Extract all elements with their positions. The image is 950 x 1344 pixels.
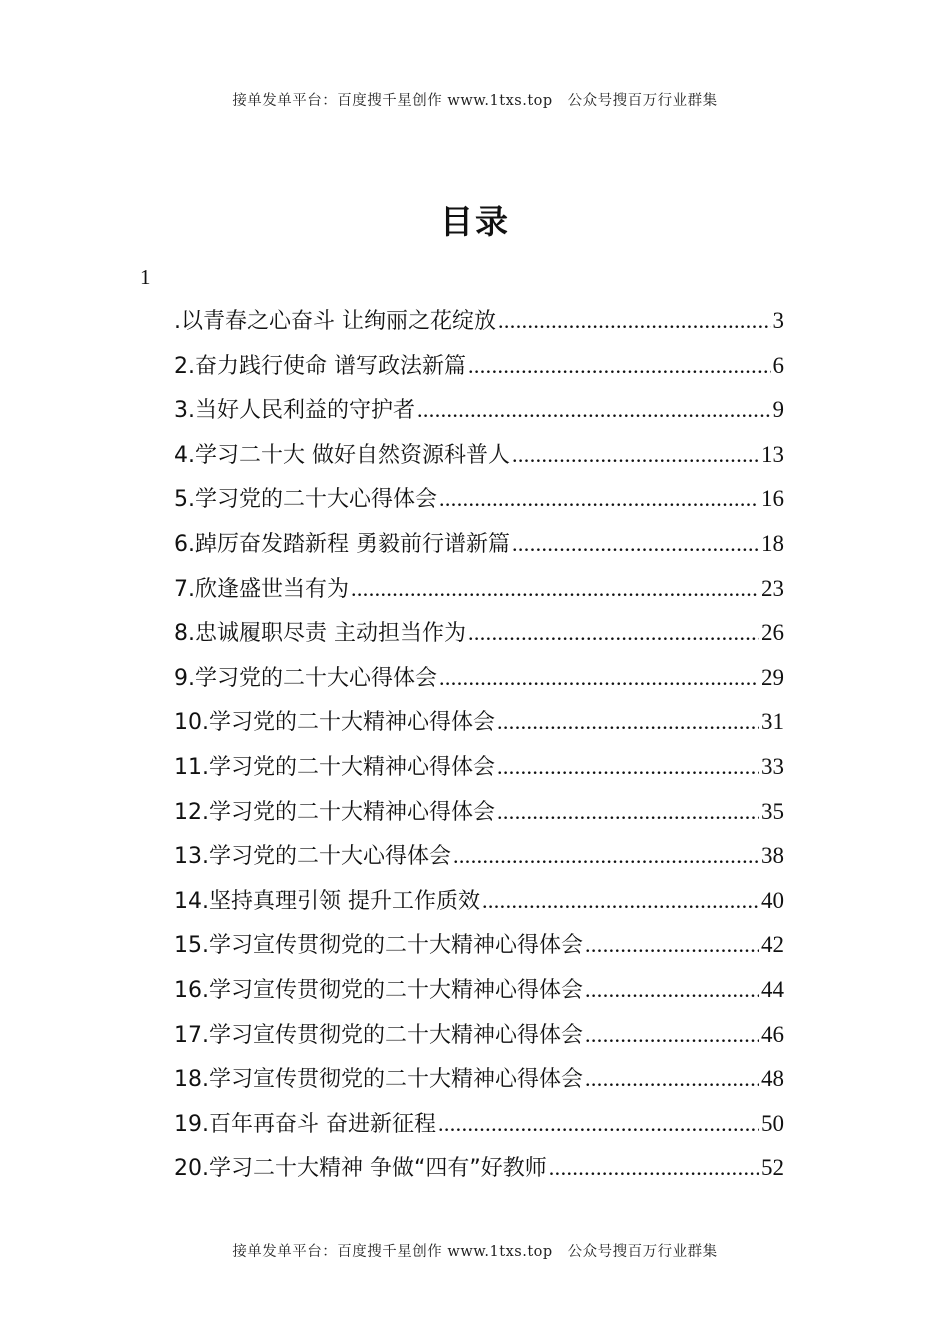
toc-entry-title: 6.踔厉奋发踏新程 勇毅前行谱新篇: [174, 531, 510, 557]
toc-entry-page: 23: [761, 575, 784, 601]
toc-dot-leader: [585, 1022, 759, 1048]
toc-dot-leader: [585, 977, 759, 1003]
toc-entry-page: 44: [761, 976, 784, 1002]
toc-entry-title: 17.学习宣传贯彻党的二十大精神心得体会: [174, 1022, 583, 1048]
toc-entry-title: 16.学习宣传贯彻党的二十大精神心得体会: [174, 977, 583, 1003]
toc-entry[interactable]: [174, 705, 784, 750]
toc-entry[interactable]: [174, 661, 784, 706]
toc-entry-page: 35: [761, 798, 784, 824]
toc-entry-page: 33: [761, 753, 784, 779]
toc-entry[interactable]: [174, 839, 784, 884]
toc-dot-leader: [468, 353, 771, 379]
toc-entry[interactable]: [174, 438, 784, 483]
toc-dot-leader: [417, 397, 771, 423]
toc-entry[interactable]: [174, 393, 784, 438]
toc-entry[interactable]: [174, 482, 784, 527]
toc-entry-title: 11.学习党的二十大精神心得体会: [174, 754, 495, 780]
toc-entry-title: 3.当好人民利益的守护者: [174, 398, 415, 424]
toc-dot-leader: [549, 1155, 759, 1181]
toc-dot-leader: [497, 709, 759, 735]
footer-note: 接单发单平台：百度搜千星创作 www.1txs.top 公众号搜百万行业群集: [232, 1244, 718, 1260]
toc-entry-title: 2.奋力践行使命 谱写政法新篇: [174, 353, 466, 379]
toc-dot-leader: [497, 799, 759, 825]
toc-entry-page: 40: [761, 887, 784, 913]
toc-entry-title: 13.学习党的二十大心得体会: [174, 844, 451, 870]
toc-dot-leader: [585, 932, 759, 958]
toc-entry[interactable]: [174, 1107, 784, 1152]
toc-entry-page: 13: [761, 441, 784, 467]
toc-entry-title: 19.百年再奋斗 奋进新征程: [174, 1111, 436, 1137]
toc-entry[interactable]: [174, 1151, 784, 1196]
toc-entry[interactable]: [174, 928, 784, 973]
toc-entry-title: 9.学习党的二十大心得体会: [174, 665, 437, 691]
toc-entry-page: 42: [761, 932, 784, 958]
toc-entry[interactable]: [174, 304, 784, 349]
toc-dot-leader: [468, 620, 759, 646]
toc-entry-page: 38: [761, 843, 784, 869]
toc-entry-page: 50: [761, 1110, 784, 1136]
toc-entry-title: 15.学习宣传贯彻党的二十大精神心得体会: [174, 933, 583, 959]
toc-dot-leader: [438, 1111, 759, 1137]
toc-entry[interactable]: [174, 527, 784, 572]
toc-entry-page: 52: [761, 1155, 784, 1181]
toc-dot-leader: [512, 442, 759, 468]
toc-entry[interactable]: [174, 884, 784, 929]
toc-entry-title: 18.学习宣传贯彻党的二十大精神心得体会: [174, 1067, 583, 1093]
toc-entry-title: 4.学习二十大 做好自然资源科普人: [174, 442, 510, 468]
toc-entry[interactable]: [174, 750, 784, 795]
header-note: 接单发单平台：百度搜千星创作 www.1txs.top 公众号搜百万行业群集: [232, 93, 718, 109]
toc-entry-page: 9: [772, 397, 784, 423]
toc-dot-leader: [453, 843, 759, 869]
toc-entry-page: 46: [761, 1021, 784, 1047]
toc-dot-leader: [498, 308, 771, 334]
toc-dot-leader: [482, 888, 759, 914]
toc-entry[interactable]: [174, 349, 784, 394]
toc-entry-page: 3: [772, 308, 784, 333]
toc-entry-title: .以青春之心奋斗 让绚丽之花绽放: [174, 309, 496, 334]
toc-entry-page: 29: [761, 664, 784, 690]
table-of-contents: [174, 304, 784, 1196]
toc-entry-page: 6: [772, 352, 784, 378]
toc-entry[interactable]: [174, 973, 784, 1018]
toc-dot-leader: [351, 576, 759, 602]
toc-entry[interactable]: [174, 795, 784, 840]
toc-dot-leader: [439, 486, 759, 512]
toc-entry-title: 20.学习二十大精神 争做“四有”好教师: [174, 1156, 547, 1182]
toc-entry[interactable]: [174, 1018, 784, 1063]
toc-entry-page: 48: [761, 1066, 784, 1092]
toc-entry-title: 12.学习党的二十大精神心得体会: [174, 799, 495, 825]
toc-entry-title: 10.学习党的二十大精神心得体会: [174, 710, 495, 736]
toc-entry-page: 16: [761, 486, 784, 512]
toc-entry[interactable]: [174, 1062, 784, 1107]
toc-dot-leader: [439, 665, 759, 691]
toc-entry-title: 5.学习党的二十大心得体会: [174, 487, 437, 513]
toc-entry-page: 31: [761, 709, 784, 735]
toc-entry-title: 7.欣逢盛世当有为: [174, 576, 349, 602]
section-marker: 1: [140, 265, 151, 289]
toc-entry-title: 14.坚持真理引领 提升工作质效: [174, 888, 480, 914]
toc-dot-leader: [512, 531, 759, 557]
toc-entry-page: 18: [761, 530, 784, 556]
page-title: 目录: [440, 202, 510, 241]
toc-dot-leader: [497, 754, 759, 780]
toc-dot-leader: [585, 1066, 759, 1092]
toc-entry[interactable]: [174, 572, 784, 617]
toc-entry-title: 8.忠诚履职尽责 主动担当作为: [174, 621, 466, 647]
toc-entry-page: 26: [761, 620, 784, 646]
toc-entry[interactable]: [174, 616, 784, 661]
